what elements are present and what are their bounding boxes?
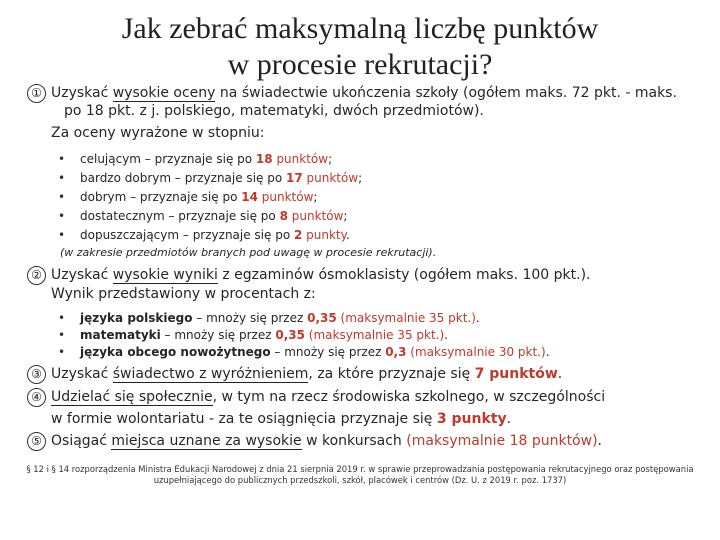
subject-row bbox=[80, 327, 448, 343]
item-3-highlight: 7 punktów bbox=[474, 366, 558, 382]
item-5-text-mid: w konkursach bbox=[301, 433, 407, 449]
item-4-line-2 bbox=[51, 410, 511, 428]
item-1-line-2: po 18 pkt. z j. polskiego, matematyki, dwóch przedmiotów). bbox=[64, 103, 484, 119]
item-number-1: ① bbox=[27, 84, 46, 103]
grade-row bbox=[80, 227, 350, 243]
item-4-line-2-pre: w formie wolontariatu - za te osiągnięcia przyznaje się bbox=[51, 411, 437, 427]
grade-unit: punktów bbox=[272, 152, 329, 166]
grade-points: 14 bbox=[241, 190, 258, 204]
bullet-7: • bbox=[58, 328, 66, 342]
bullet-8: • bbox=[58, 345, 66, 359]
grade-label: bardzo dobrym – przyznaje się po bbox=[80, 171, 286, 185]
item-4-highlight: 3 punkty bbox=[436, 411, 507, 427]
subject-factor: 0,35 bbox=[275, 328, 305, 342]
item-4-underlined: Udzielać się społecznie bbox=[51, 389, 213, 405]
grade-end: ; bbox=[358, 171, 363, 185]
grade-end: ; bbox=[313, 190, 318, 204]
item-3-text-mid: , za które przyznaje się bbox=[308, 366, 475, 382]
item-2-text-post: z egzaminów ósmoklasisty (ogółem maks. 100 pkt.). bbox=[217, 267, 591, 283]
item-4-line-1 bbox=[51, 388, 605, 406]
item-3-underlined: świadectwo z wyróżnieniem bbox=[112, 366, 309, 382]
subject-factor: 0,3 bbox=[385, 345, 407, 359]
grade-row bbox=[80, 170, 362, 186]
grade-end: ; bbox=[343, 209, 348, 223]
subject-name: matematyki bbox=[80, 328, 161, 342]
item-2-underlined: wysokie wyniki bbox=[112, 267, 218, 283]
grade-label: dopuszczającym – przyznaje się po bbox=[80, 228, 294, 242]
item-4-end: . bbox=[506, 411, 512, 427]
grade-unit: punktów bbox=[302, 171, 359, 185]
grade-points: 2 bbox=[293, 228, 303, 242]
grade-points: 17 bbox=[286, 171, 303, 185]
item-number-4: ④ bbox=[27, 388, 46, 407]
subject-mid: – mnoży się przez bbox=[270, 345, 386, 359]
subject-max: (maksymalnie 35 pkt.) bbox=[304, 328, 445, 342]
grade-row bbox=[80, 208, 347, 224]
footer-legal-line-2: uzupełniającego do publicznych przedszkoli, szkół, placówek i centrów (Dz. U. z 2019 r. poz. 1737) bbox=[153, 475, 567, 485]
grade-label: celującym – przyznaje się po bbox=[80, 152, 256, 166]
subject-mid: – mnoży się przez bbox=[192, 311, 308, 325]
grade-row bbox=[80, 151, 332, 167]
item-5-highlight: (maksymalnie 18 punktów) bbox=[406, 433, 598, 449]
bullet-4: • bbox=[58, 209, 66, 223]
bullet-1: • bbox=[58, 152, 66, 166]
slide-title-line-1: Jak zebrać maksymalną liczbę punktów bbox=[121, 12, 599, 45]
bullet-2: • bbox=[58, 171, 66, 185]
item-1-text-post: na świadectwie ukończenia szkoły (ogółem maks. 72 pkt. - maks. bbox=[215, 85, 677, 101]
item-2-line-2: Wynik przedstawiony w procentach z: bbox=[51, 286, 316, 302]
grade-label: dobrym – przyznaje się po bbox=[80, 190, 242, 204]
subject-mid: – mnoży się przez bbox=[160, 328, 276, 342]
subject-row bbox=[80, 310, 480, 326]
item-5-end: . bbox=[597, 433, 602, 449]
item-5-line bbox=[51, 432, 602, 450]
slide-title-line-2: w procesie rekrutacji? bbox=[227, 48, 493, 81]
grade-end: ; bbox=[328, 152, 333, 166]
item-1-text-pre: Uzyskać bbox=[51, 85, 113, 101]
item-2-text-pre: Uzyskać bbox=[51, 267, 113, 283]
subject-name: języka obcego nowożytnego bbox=[80, 345, 271, 359]
grade-unit: punktów bbox=[257, 190, 314, 204]
item-1-underlined: wysokie oceny bbox=[112, 85, 216, 101]
footer-legal-line-1: § 12 i § 14 rozporządzenia Ministra Edukacji Narodowej z dnia 21 sierpnia 2019 r. w sprawie przeprowadzania postępowania rekrutacyjnego oraz postępowania bbox=[26, 464, 694, 474]
item-4-text-post: , w tym na rzecz środowiska szkolnego, w szczególności bbox=[212, 389, 606, 405]
grade-unit: punktów bbox=[287, 209, 344, 223]
bullet-5: • bbox=[58, 228, 66, 242]
item-5-text-pre: Osiągać bbox=[51, 433, 112, 449]
item-3-end: . bbox=[557, 366, 563, 382]
grades-note: (w zakresie przedmiotów branych pod uwagę w procesie rekrutacji). bbox=[60, 246, 437, 259]
item-number-2: ② bbox=[27, 266, 46, 285]
grade-points: 8 bbox=[279, 209, 288, 223]
grade-unit: punkty bbox=[302, 228, 347, 242]
subject-factor: 0,35 bbox=[307, 311, 337, 325]
grade-row bbox=[80, 189, 317, 205]
subject-row bbox=[80, 344, 550, 360]
item-3-text-pre: Uzyskać bbox=[51, 366, 113, 382]
bullet-3: • bbox=[58, 190, 66, 204]
subject-end: . bbox=[475, 311, 480, 325]
item-3-line bbox=[51, 365, 562, 383]
subject-max: (maksymalnie 35 pkt.) bbox=[336, 311, 476, 325]
subject-max: (maksymalnie 30 pkt.) bbox=[406, 345, 546, 359]
item-5-underlined: miejsca uznane za wysokie bbox=[111, 433, 302, 449]
item-number-5: ⑤ bbox=[27, 432, 46, 451]
item-1-line-1 bbox=[51, 84, 677, 102]
grade-label: dostatecznym – przyznaje się po bbox=[80, 209, 280, 223]
subject-end: . bbox=[444, 328, 448, 342]
grade-points: 18 bbox=[255, 152, 273, 166]
subject-name: języka polskiego bbox=[80, 311, 193, 325]
subject-end: . bbox=[545, 345, 550, 359]
item-2-line-1 bbox=[51, 266, 591, 284]
item-1-line-3: Za oceny wyrażone w stopniu: bbox=[51, 125, 265, 141]
grade-end: . bbox=[346, 228, 350, 242]
item-number-3: ③ bbox=[27, 365, 46, 384]
bullet-6: • bbox=[58, 311, 66, 325]
